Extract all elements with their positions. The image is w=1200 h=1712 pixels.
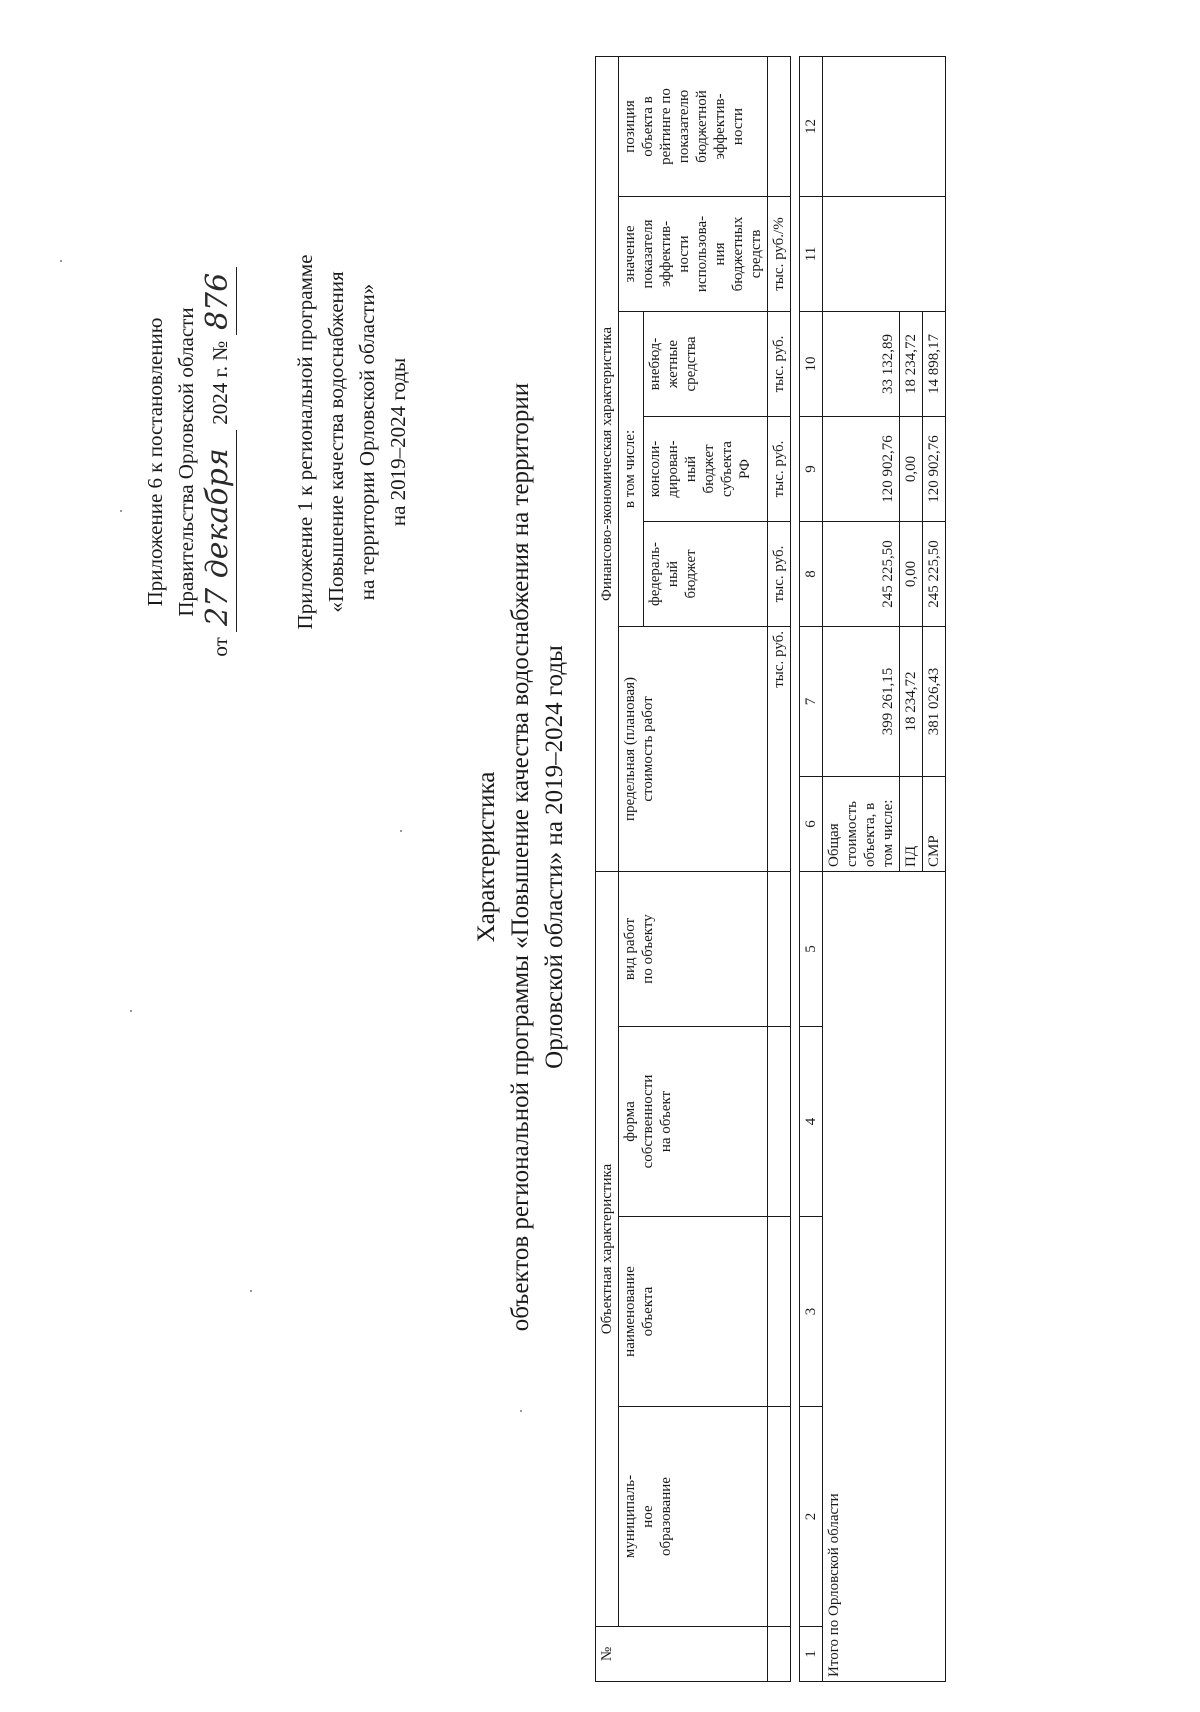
scan-speck (400, 830, 402, 832)
title-line2: объектов региональной программы «Повышение качества водоснабжения на территории (507, 382, 534, 1332)
header-consolidated: консоли- дирован- ный бюджет субъекта РФ (644, 416, 768, 521)
col-number: 4 (800, 1027, 823, 1217)
col-number: 10 (800, 311, 823, 416)
appendix-1-line4: на 2019–2024 годы (386, 357, 410, 527)
unit-efficiency-value: тыс. руб./% (768, 196, 791, 311)
cell-consolidated: 0,00 (900, 416, 923, 521)
date-prefix: от (208, 637, 232, 657)
cell-cost: 18 234,72 (900, 626, 923, 776)
header-including: в том числе: (619, 311, 644, 626)
unit-cell-empty (768, 1217, 791, 1407)
appendix-6-block (140, 152, 237, 772)
total-label: Итого по Орловской области (823, 871, 946, 1681)
unit-cell-empty (768, 56, 791, 196)
characteristics-table-wrap (595, 57, 946, 1682)
unit-cell-empty (768, 871, 791, 1026)
row-label: Общая стоимость объекта, в том числе: (823, 776, 900, 871)
cell-federal: 245 225,50 (923, 521, 946, 626)
col-number: 11 (800, 196, 823, 311)
header-work-type: вид работ по объекту (619, 871, 768, 1026)
scan-speck (520, 1410, 522, 1412)
cell-efficiency-empty (823, 196, 946, 311)
year-and-number-label: 2024 г. № (208, 340, 232, 425)
appendix-1-line1: Приложение 1 к региональной программе (293, 254, 317, 630)
col-number: 3 (800, 1217, 823, 1407)
scan-speck (60, 260, 62, 262)
appendix-1-block (290, 132, 414, 752)
cell-rating-empty (823, 56, 946, 196)
header-object-name: наименование объекта (619, 1217, 768, 1407)
cell-extrabudget: 18 234,72 (900, 311, 923, 416)
unit-max-cost: тыс. руб. (768, 626, 791, 871)
header-ownership: форма собственности на объект (619, 1027, 768, 1217)
header-num: № (596, 1627, 768, 1682)
header-municipality: муниципаль- ное образование (619, 1407, 768, 1627)
appendix-6-date-line (202, 152, 237, 772)
cell-federal: 245 225,50 (823, 521, 900, 626)
appendix-6-line2: Правительства Орловской области (174, 307, 198, 617)
col-number: 2 (800, 1407, 823, 1627)
col-number: 1 (800, 1627, 823, 1682)
appendix-1-line3: на территории Орловской области» (355, 283, 379, 601)
handwritten-number (202, 267, 237, 335)
scan-speck (250, 1290, 252, 1292)
scan-speck (130, 1010, 132, 1012)
header-group-finance: Финансово-экономическая характеристика (596, 56, 619, 871)
table-row (823, 56, 900, 1681)
col-number: 6 (800, 776, 823, 871)
unit-cell-empty (768, 1407, 791, 1627)
document-title (470, 332, 572, 1382)
header-extrabudget: внебюд- жетные средства (644, 311, 768, 416)
cell-consolidated: 120 902,76 (823, 416, 900, 521)
cell-extrabudget: 14 898,17 (923, 311, 946, 416)
unit-extrabudget: тыс. руб. (768, 311, 791, 416)
header-efficiency-value: значение показателя эффектив- ности использова- ния бюджетных средств (619, 196, 768, 311)
row-label: ПД (900, 776, 923, 871)
cell-consolidated: 120 902,76 (923, 416, 946, 521)
unit-federal: тыс. руб. (768, 521, 791, 626)
unit-consolidated: тыс. руб. (768, 416, 791, 521)
header-max-cost: предельная (плановая) стоимость работ (619, 626, 768, 871)
col-number: 8 (800, 521, 823, 626)
handwritten-date (202, 430, 237, 632)
row-label: СМР (923, 776, 946, 871)
cell-extrabudget: 33 132,89 (823, 311, 900, 416)
cell-federal: 0,00 (900, 521, 923, 626)
handwritten-number-text: 876 (200, 272, 235, 331)
appendix-1-line2: «Повышение качества водоснабжения (324, 271, 348, 613)
header-group-object: Объектная характеристика (596, 871, 619, 1626)
header-federal: федераль- ный бюджет (644, 521, 768, 626)
col-number: 9 (800, 416, 823, 521)
handwritten-date-text: 27 декабря (200, 448, 235, 626)
appendix-6-line1: Приложение 6 к постановлению (143, 317, 167, 607)
cell-cost: 399 261,15 (823, 626, 900, 776)
col-number: 12 (800, 56, 823, 196)
col-number: 5 (800, 871, 823, 1026)
characteristics-table (595, 56, 946, 1682)
cell-cost: 381 026,43 (923, 626, 946, 776)
header-spacer (791, 56, 800, 1681)
title-line3: Орловской области» на 2019–2024 годы (541, 645, 568, 1069)
scan-speck (120, 510, 122, 512)
title-line1: Характеристика (473, 771, 500, 943)
unit-cell-empty (768, 1027, 791, 1217)
col-number: 7 (800, 626, 823, 776)
unit-cell-empty (768, 1627, 791, 1682)
header-rating-position: позиция объекта в рейтинге по показателю бюджетной эффектив- ности (619, 56, 768, 196)
